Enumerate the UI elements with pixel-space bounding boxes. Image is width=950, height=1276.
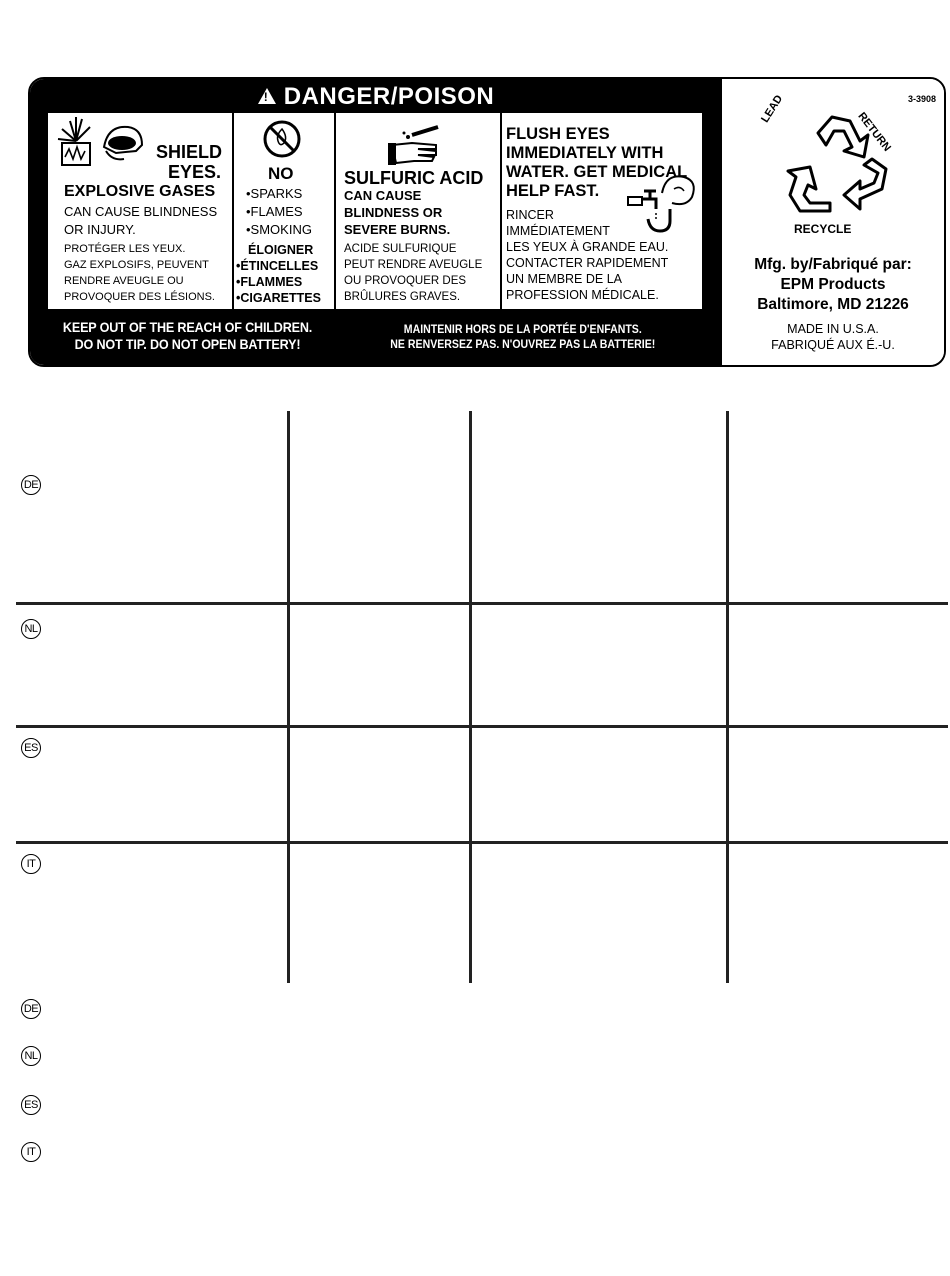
recycle-return-text: RETURN	[855, 110, 894, 154]
panel1-fr-line1: PROTÉGER LES YEUX.	[64, 243, 186, 255]
panel4-fr-line3: LES YEUX À GRANDE EAU.	[506, 240, 669, 254]
mfg-line1: Mfg. by/Fabriqué par:	[754, 256, 912, 273]
panel4-fr-line5: UN MEMBRE DE LA	[506, 272, 622, 286]
no-smoking-icon	[262, 119, 302, 159]
panel1-fr-line4: PROVOQUER DES LÉSIONS.	[64, 291, 215, 303]
grid-hline-2	[16, 725, 948, 728]
panel-divider	[232, 113, 234, 309]
footer-lang-es: ES	[21, 1095, 41, 1115]
panel-flush-eyes	[502, 113, 702, 309]
warning-label	[28, 77, 946, 367]
panel2-fr-heading: ÉLOIGNER	[248, 243, 314, 257]
panel-shield-eyes	[48, 113, 232, 309]
label-title: !DANGER/POISON	[30, 83, 722, 111]
panel3-fr-line4: BRÛLURES GRAVES.	[344, 291, 461, 303]
grid-vline-3	[726, 411, 729, 983]
panel2-item-smoking: •SMOKING	[246, 222, 312, 237]
panel4-heading-line4: HELP FAST.	[506, 182, 600, 200]
grid-lang-nl: NL	[21, 619, 41, 639]
label-code: 3-3908	[907, 94, 936, 104]
manufacturer-block	[722, 255, 944, 315]
panel-no-sparks	[234, 113, 334, 309]
made-in-fr: FABRIQUÉ AUX É.-U.	[771, 338, 895, 352]
panel2-fr-item2: •FLAMMES	[236, 275, 303, 289]
panel4-fr-line2: IMMÉDIATEMENT	[506, 224, 610, 238]
footer-lang-de: DE	[21, 999, 41, 1019]
bottom-warning-fr	[360, 322, 686, 352]
panel4-heading-line1: FLUSH EYES	[506, 125, 610, 143]
panel1-heading-line1: SHIELD	[156, 142, 223, 162]
grid-vline-2	[469, 411, 472, 983]
panel3-en-line3: SEVERE BURNS.	[344, 222, 451, 237]
bottom-fr-line1: MAINTENIR HORS DE LA PORTÉE D'ENFANTS.	[403, 322, 642, 336]
explosion-goggles-icon	[56, 117, 146, 167]
bottom-en-line1: KEEP OUT OF THE REACH OF CHILDREN.	[62, 319, 313, 335]
bottom-fr-line2: NE RENVERSEZ PAS. N'OUVREZ PAS LA BATTERIE!	[390, 337, 656, 351]
grid-lang-it: IT	[21, 854, 41, 874]
panel3-fr-line3: OU PROVOQUER DES	[344, 275, 467, 287]
panel-sulfuric-acid	[336, 113, 500, 309]
recycle-text: RECYCLE	[794, 222, 852, 236]
panel2-item-flames: •FLAMES	[246, 204, 303, 219]
panel-divider	[500, 113, 502, 309]
label-black-area	[30, 79, 722, 365]
panel4-heading-line2: IMMEDIATELY WITH	[506, 144, 664, 162]
grid-hline-1	[16, 602, 948, 605]
panel1-fr-line2: GAZ EXPLOSIFS, PEUVENT	[64, 259, 209, 271]
bottom-warning-en	[48, 319, 327, 353]
label-recycle-area	[722, 79, 944, 365]
footer-lang-it: IT	[21, 1142, 41, 1162]
panel3-en-line1: CAN CAUSE	[344, 188, 422, 203]
eyewash-faucet-icon	[626, 169, 702, 235]
panel4-heading-line3: WATER. GET MEDICAL	[506, 163, 688, 181]
panel3-fr-line2: PEUT RENDRE AVEUGLE	[344, 259, 483, 271]
grid-vline-1	[287, 411, 290, 983]
panel1-fr-line3: RENDRE AVEUGLE OU	[64, 275, 184, 287]
mfg-line3: Baltimore, MD 21226	[757, 296, 909, 313]
panel4-fr-line6: PROFESSION MÉDICALE.	[506, 288, 659, 302]
mfg-line2: EPM Products	[780, 276, 886, 293]
panel3-heading: SULFURIC ACID	[344, 168, 484, 188]
panel2-fr-item1: •ÉTINCELLES	[236, 259, 319, 273]
grid-hline-3	[16, 841, 948, 844]
warning-triangle-icon	[258, 88, 276, 104]
panel1-subheading: EXPLOSIVE GASES	[64, 183, 216, 200]
panel3-en-line2: BLINDNESS OR	[344, 205, 443, 220]
acid-hand-icon	[388, 125, 444, 167]
grid-lang-de: DE	[21, 475, 41, 495]
bottom-en-line2: DO NOT TIP. DO NOT OPEN BATTERY!	[74, 336, 301, 352]
made-in-block	[722, 321, 944, 353]
panel4-fr-line4: CONTACTER RAPIDEMENT	[506, 256, 669, 270]
panel2-item-sparks: •SPARKS	[246, 186, 303, 201]
panel2-heading: NO	[268, 164, 294, 183]
recycle-icon	[752, 107, 912, 227]
footer-lang-nl: NL	[21, 1046, 41, 1066]
panel1-en-line2: OR INJURY.	[64, 222, 136, 237]
made-in-en: MADE IN U.S.A.	[787, 322, 879, 336]
grid-lang-es: ES	[21, 738, 41, 758]
recycle-lead-text: LEAD	[759, 93, 786, 125]
panel-divider	[334, 113, 336, 309]
panel3-fr-line1: ACIDE SULFURIQUE	[344, 243, 457, 255]
panel4-fr-line1: RINCER	[506, 208, 554, 222]
panel1-heading-line2: EYES.	[168, 162, 222, 182]
panel2-fr-item3: •CIGARETTES	[236, 291, 321, 305]
panel1-en-line1: CAN CAUSE BLINDNESS	[64, 204, 218, 219]
